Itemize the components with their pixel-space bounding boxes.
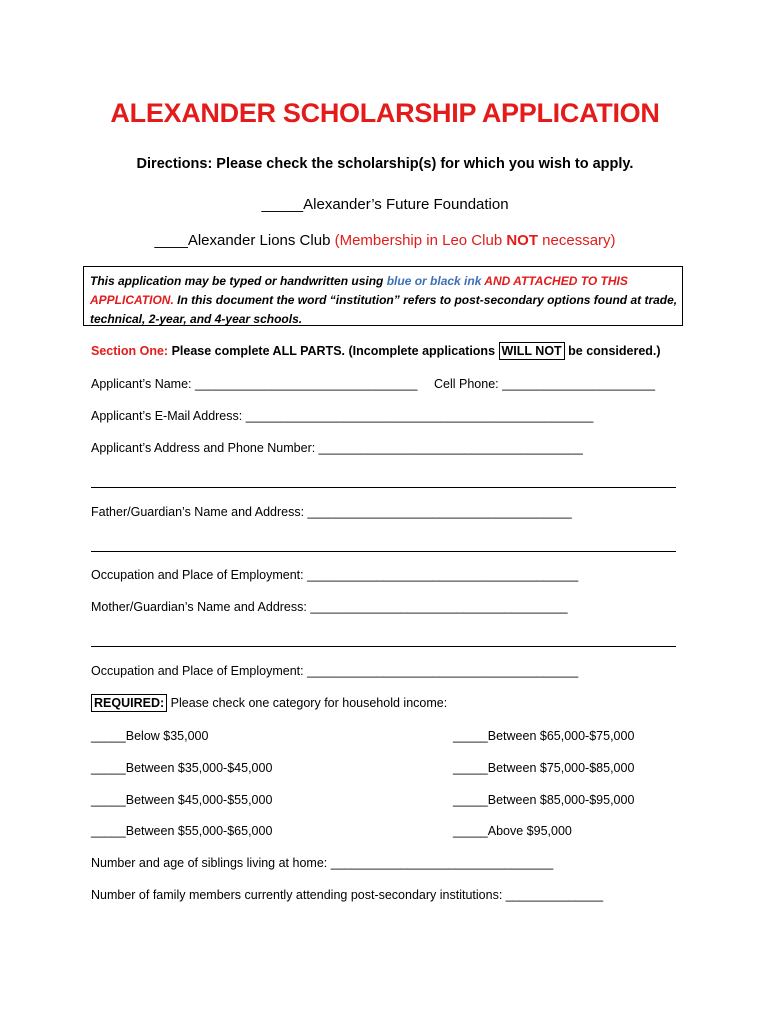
siblings-field[interactable]: Number and age of siblings living at home: ________________________________ — [91, 856, 554, 870]
income-option[interactable]: _____Between $85,000-$95,000 — [453, 793, 635, 807]
income-option[interactable]: _____Below $35,000 — [91, 729, 209, 743]
directions-text: Directions: Please check the scholarship(s) for which you wish to apply. — [136, 156, 634, 172]
father-occupation-field[interactable]: Occupation and Place of Employment: _______________________________________ — [91, 568, 579, 582]
applicant-name-field[interactable]: Applicant’s Name: ________________________________ — [91, 377, 418, 391]
email-field[interactable]: Applicant’s E-Mail Address: __________________________________________________ — [91, 409, 594, 423]
income-option[interactable]: _____Between $65,000-$75,000 — [453, 729, 635, 743]
cell-phone-field[interactable]: Cell Phone: ______________________ — [434, 377, 656, 391]
instructions-box: This application may be typed or handwritten using blue or black ink AND ATTACHED TO THIS APPLICATION. In this document the word “institution” refers to post-secondary options found at trade, technical, 2-year, and 4-year schools. — [83, 266, 683, 326]
option-future-foundation[interactable]: _____Alexander’s Future Foundation — [261, 196, 509, 213]
income-option[interactable]: _____Between $75,000-$85,000 — [453, 761, 635, 775]
section-label: Section One: — [91, 344, 169, 358]
income-header: REQUIRED: Please check one category for household income: — [91, 696, 447, 710]
mother-field[interactable]: Mother/Guardian’s Name and Address: _____________________________________ — [91, 600, 568, 614]
page-title: ALEXANDER SCHOLARSHIP APPLICATION — [110, 98, 660, 128]
family-attending-field[interactable]: Number of family members currently attending post-secondary institutions: ______________ — [91, 888, 604, 902]
mother-line-2[interactable] — [91, 646, 676, 647]
will-not-badge: WILL NOT — [499, 342, 565, 360]
income-option[interactable]: _____Above $95,000 — [453, 824, 572, 838]
income-option[interactable]: _____Between $45,000-$55,000 — [91, 793, 273, 807]
section-one-header: Section One: Please complete ALL PARTS. (Incomplete applications WILL NOT be considered.) — [91, 344, 661, 358]
required-badge: REQUIRED: — [91, 694, 167, 712]
address-field[interactable]: Applicant’s Address and Phone Number: ______________________________________ — [91, 441, 583, 455]
option-lions-club[interactable] — [0, 232, 770, 249]
father-field[interactable]: Father/Guardian’s Name and Address: ______________________________________ — [91, 505, 572, 519]
income-option[interactable]: _____Between $35,000-$45,000 — [91, 761, 273, 775]
income-option[interactable]: _____Between $55,000-$65,000 — [91, 824, 273, 838]
option-lions-club-label: ____Alexander Lions Club — [154, 232, 335, 249]
ink-color-note: blue or black ink — [386, 274, 482, 288]
attached-note: AND ATTACHED TO THIS APPLICATION. — [90, 274, 628, 307]
address-line-2[interactable] — [91, 487, 676, 488]
father-line-2[interactable] — [91, 551, 676, 552]
leo-club-note: (Membership in Leo Club NOT necessary) — [334, 232, 616, 249]
mother-occupation-field[interactable]: Occupation and Place of Employment: _______________________________________ — [91, 664, 579, 678]
